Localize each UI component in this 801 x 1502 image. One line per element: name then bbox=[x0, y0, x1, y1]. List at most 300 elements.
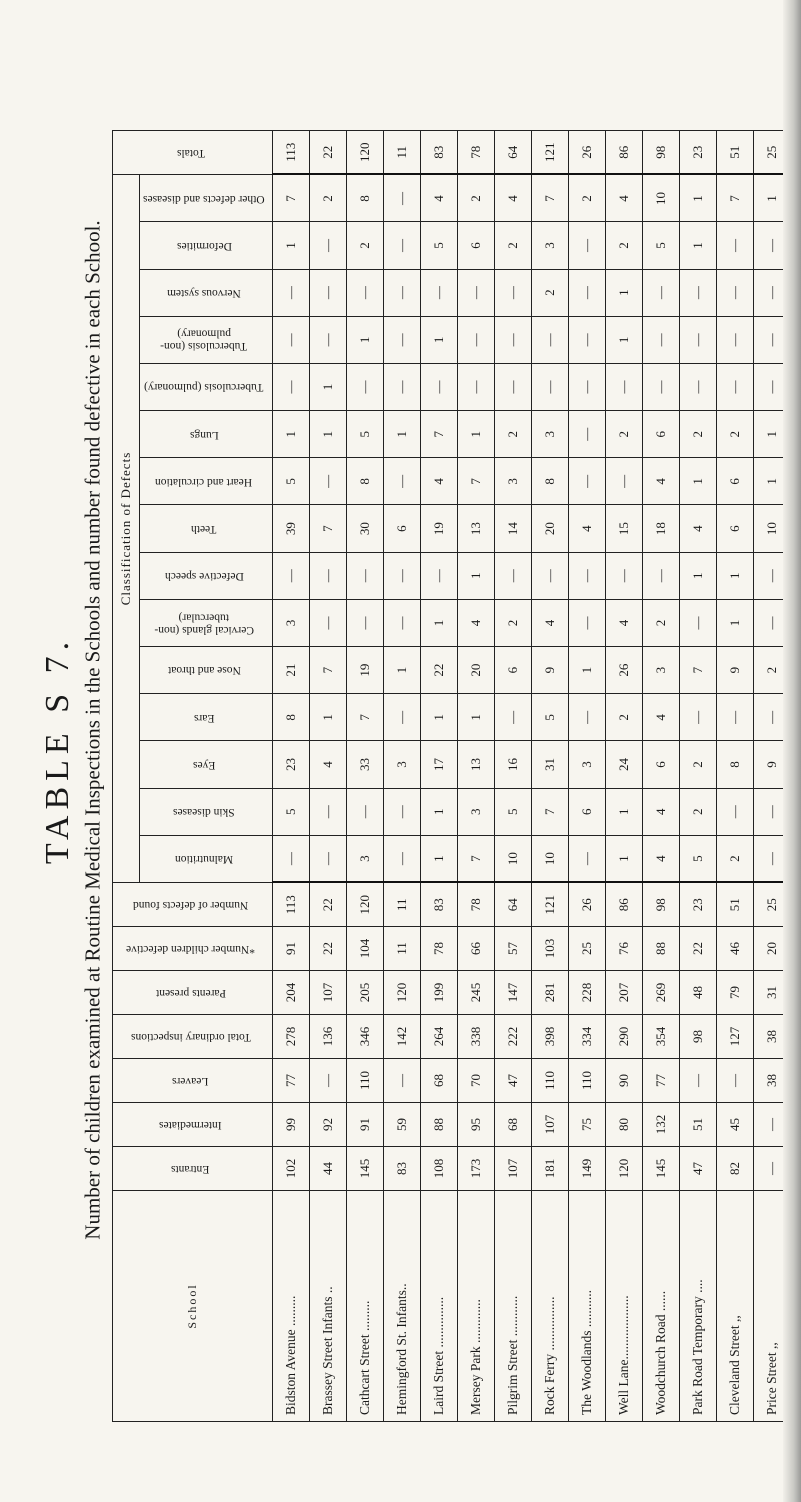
col-header-defect: Deformities bbox=[140, 222, 273, 269]
defect-cell: 4 bbox=[420, 458, 457, 505]
inspection-table bbox=[112, 130, 791, 1422]
cell-number-defects-found: 120 bbox=[346, 883, 383, 927]
defect-cell: — bbox=[531, 316, 568, 363]
defect-cell: — bbox=[272, 552, 309, 599]
defect-cell: 1 bbox=[420, 835, 457, 882]
defect-cell: 17 bbox=[420, 741, 457, 788]
defect-cell: 39 bbox=[272, 505, 309, 552]
cell-number-defects-found: 64 bbox=[494, 883, 531, 927]
cell-parents-present: 120 bbox=[383, 971, 420, 1015]
defect-cell: 4 bbox=[420, 175, 457, 222]
defect-cell: 7 bbox=[309, 505, 346, 552]
col-header-total-ordinary: Total ordinary inspections bbox=[113, 1015, 273, 1059]
defect-cell: — bbox=[531, 552, 568, 599]
defect-cell: 1 bbox=[309, 694, 346, 741]
cell-leavers: 110 bbox=[346, 1059, 383, 1103]
cell-number-children-defective: 25 bbox=[568, 927, 605, 971]
defect-cell: 24 bbox=[605, 741, 642, 788]
school-name-cell: Woodchurch Road ...... bbox=[642, 1191, 679, 1422]
totals-cell: 23 bbox=[679, 131, 716, 175]
defect-cell: 3 bbox=[531, 411, 568, 458]
defect-cell: 5 bbox=[494, 788, 531, 835]
defect-cell: 1 bbox=[605, 316, 642, 363]
cell-leavers: — bbox=[679, 1059, 716, 1103]
cell-intermediates: 92 bbox=[309, 1103, 346, 1147]
defect-cell: — bbox=[309, 599, 346, 646]
defect-cell: — bbox=[605, 363, 642, 410]
defect-cell: 2 bbox=[605, 222, 642, 269]
defect-cell: — bbox=[309, 552, 346, 599]
table-row bbox=[531, 131, 568, 1422]
defect-cell: 6 bbox=[568, 788, 605, 835]
defect-cell: — bbox=[494, 363, 531, 410]
totals-cell: 113 bbox=[272, 131, 309, 175]
defect-cell: 6 bbox=[457, 222, 494, 269]
defect-cell: 6 bbox=[716, 458, 753, 505]
col-header-defect: Cervical glands (non-tubercular) bbox=[140, 599, 273, 646]
totals-cell: 78 bbox=[457, 131, 494, 175]
cell-intermediates: 99 bbox=[272, 1103, 309, 1147]
defect-cell: — bbox=[309, 269, 346, 316]
cell-parents-present: 205 bbox=[346, 971, 383, 1015]
defect-cell: 2 bbox=[679, 741, 716, 788]
cell-entrants: 107 bbox=[494, 1147, 531, 1191]
col-header-defects-found: Number of defects found bbox=[113, 883, 273, 927]
defect-cell: — bbox=[753, 599, 790, 646]
table-row bbox=[642, 131, 679, 1422]
defect-cell: — bbox=[383, 316, 420, 363]
defect-cell: 4 bbox=[605, 175, 642, 222]
cell-parents-present: 281 bbox=[531, 971, 568, 1015]
defect-cell: — bbox=[568, 316, 605, 363]
defect-cell: — bbox=[346, 552, 383, 599]
cell-number-children-defective: 91 bbox=[272, 927, 309, 971]
defect-cell: 2 bbox=[642, 599, 679, 646]
defect-cell: 6 bbox=[494, 647, 531, 694]
defect-cell: — bbox=[272, 269, 309, 316]
cell-entrants: 149 bbox=[568, 1147, 605, 1191]
defect-cell: 8 bbox=[346, 458, 383, 505]
defect-cell: 3 bbox=[531, 222, 568, 269]
defect-cell: 1 bbox=[679, 552, 716, 599]
cell-parents-present: 79 bbox=[716, 971, 753, 1015]
defect-cell: 1 bbox=[309, 363, 346, 410]
cell-parents-present: 48 bbox=[679, 971, 716, 1015]
defect-cell: 19 bbox=[346, 647, 383, 694]
table-caption: Number of children examined at Routine Medical Inspections in the Schools and number found defective in each School. bbox=[80, 220, 105, 1240]
school-name-cell: Park Road Temporary .... bbox=[679, 1191, 716, 1422]
defect-cell: 1 bbox=[457, 694, 494, 741]
table-row bbox=[309, 131, 346, 1422]
cell-entrants: 120 bbox=[605, 1147, 642, 1191]
cell-intermediates: 75 bbox=[568, 1103, 605, 1147]
cell-number-children-defective: 46 bbox=[716, 927, 753, 971]
defect-cell: — bbox=[568, 552, 605, 599]
defect-cell: — bbox=[568, 222, 605, 269]
defect-cell: 4 bbox=[309, 741, 346, 788]
cell-number-defects-found: 83 bbox=[420, 883, 457, 927]
cell-number-defects-found: 11 bbox=[383, 883, 420, 927]
col-header-defect: Nose and throat bbox=[140, 647, 273, 694]
defect-cell: 2 bbox=[568, 175, 605, 222]
col-header-defect: Skin diseases bbox=[140, 788, 273, 835]
defect-cell: — bbox=[642, 316, 679, 363]
defect-cell: 20 bbox=[457, 647, 494, 694]
cell-intermediates: — bbox=[753, 1103, 790, 1147]
defect-cell: — bbox=[716, 788, 753, 835]
defect-cell: — bbox=[716, 694, 753, 741]
cell-number-children-defective: 78 bbox=[420, 927, 457, 971]
table-row bbox=[679, 131, 716, 1422]
defect-cell: — bbox=[753, 363, 790, 410]
page-heading bbox=[0, 0, 110, 1502]
defect-cell: 7 bbox=[716, 175, 753, 222]
defect-cell: 33 bbox=[346, 741, 383, 788]
defect-cell: — bbox=[272, 363, 309, 410]
defect-cell: 2 bbox=[605, 694, 642, 741]
defect-cell: — bbox=[309, 316, 346, 363]
defect-cell: 2 bbox=[494, 222, 531, 269]
col-header-intermediates: Intermediates bbox=[113, 1103, 273, 1147]
cell-total-ordinary: 398 bbox=[531, 1015, 568, 1059]
defect-cell: 3 bbox=[494, 458, 531, 505]
defect-cell: — bbox=[457, 269, 494, 316]
defect-cell: 7 bbox=[309, 647, 346, 694]
defect-cell: — bbox=[716, 316, 753, 363]
defect-cell: 1 bbox=[753, 175, 790, 222]
cell-leavers: 47 bbox=[494, 1059, 531, 1103]
defect-cell: 2 bbox=[494, 599, 531, 646]
defect-cell: 19 bbox=[420, 505, 457, 552]
cell-entrants: 47 bbox=[679, 1147, 716, 1191]
cell-number-children-defective: 22 bbox=[309, 927, 346, 971]
cell-parents-present: 147 bbox=[494, 971, 531, 1015]
defect-cell: 1 bbox=[716, 552, 753, 599]
defect-cell: 30 bbox=[346, 505, 383, 552]
cell-entrants: 173 bbox=[457, 1147, 494, 1191]
defect-cell: 2 bbox=[494, 411, 531, 458]
defect-cell: 4 bbox=[642, 835, 679, 882]
totals-cell: 51 bbox=[716, 131, 753, 175]
col-header-defect: Heart and circulation bbox=[140, 458, 273, 505]
cell-number-defects-found: 78 bbox=[457, 883, 494, 927]
cell-leavers: 38 bbox=[753, 1059, 790, 1103]
totals-cell: 98 bbox=[642, 131, 679, 175]
defect-cell: 6 bbox=[383, 505, 420, 552]
defect-cell: — bbox=[457, 316, 494, 363]
table-row bbox=[420, 131, 457, 1422]
defect-cell: — bbox=[753, 694, 790, 741]
defect-cell: 5 bbox=[346, 411, 383, 458]
defect-cell: 7 bbox=[346, 694, 383, 741]
cell-total-ordinary: 346 bbox=[346, 1015, 383, 1059]
defect-cell: 22 bbox=[420, 647, 457, 694]
school-name-cell: Bidston Avenue ......... bbox=[272, 1191, 309, 1422]
cell-intermediates: 132 bbox=[642, 1103, 679, 1147]
cell-leavers: 77 bbox=[642, 1059, 679, 1103]
defect-cell: — bbox=[679, 269, 716, 316]
defect-cell: 1 bbox=[679, 175, 716, 222]
defect-cell: — bbox=[716, 363, 753, 410]
table-title: TABLE S 7. bbox=[39, 635, 76, 865]
defect-cell: 2 bbox=[716, 411, 753, 458]
defect-cell: — bbox=[753, 552, 790, 599]
col-header-defect: Ears bbox=[140, 694, 273, 741]
col-header-parents-present: Parents present bbox=[113, 971, 273, 1015]
defect-cell: 1 bbox=[568, 647, 605, 694]
defect-cell: 2 bbox=[309, 175, 346, 222]
defect-cell: 8 bbox=[272, 694, 309, 741]
defect-cell: 21 bbox=[272, 647, 309, 694]
defect-cell: — bbox=[494, 552, 531, 599]
defect-cell: — bbox=[383, 363, 420, 410]
defect-cell: — bbox=[753, 222, 790, 269]
cell-total-ordinary: 264 bbox=[420, 1015, 457, 1059]
defect-cell: 10 bbox=[642, 175, 679, 222]
cell-parents-present: 207 bbox=[605, 971, 642, 1015]
school-name-cell: Well Lane................... bbox=[605, 1191, 642, 1422]
cell-total-ordinary: 334 bbox=[568, 1015, 605, 1059]
totals-cell: 22 bbox=[309, 131, 346, 175]
col-header-defect: Defective speech bbox=[140, 552, 273, 599]
defect-cell: 15 bbox=[605, 505, 642, 552]
defect-cell: 4 bbox=[605, 599, 642, 646]
cell-total-ordinary: 338 bbox=[457, 1015, 494, 1059]
school-name-cell: The Woodlands ........... bbox=[568, 1191, 605, 1422]
defect-cell: 4 bbox=[494, 175, 531, 222]
defect-cell: 2 bbox=[457, 175, 494, 222]
col-header-defect: Nervous system bbox=[140, 269, 273, 316]
defect-cell: 1 bbox=[457, 411, 494, 458]
defect-cell: — bbox=[642, 269, 679, 316]
defect-cell: — bbox=[716, 269, 753, 316]
cell-leavers: 110 bbox=[568, 1059, 605, 1103]
cell-number-children-defective: 22 bbox=[679, 927, 716, 971]
defect-cell: 4 bbox=[457, 599, 494, 646]
defect-cell: 2 bbox=[679, 788, 716, 835]
defect-cell: 1 bbox=[383, 647, 420, 694]
defect-cell: — bbox=[383, 175, 420, 222]
col-header-defect: Tuberculosis (non-pulmonary) bbox=[140, 316, 273, 363]
totals-cell: 120 bbox=[346, 131, 383, 175]
table-row bbox=[346, 131, 383, 1422]
cell-leavers: 77 bbox=[272, 1059, 309, 1103]
defect-cell: — bbox=[753, 835, 790, 882]
col-header-defect: Eyes bbox=[140, 741, 273, 788]
totals-cell: 11 bbox=[383, 131, 420, 175]
defect-cell: — bbox=[568, 363, 605, 410]
defect-cell: — bbox=[568, 411, 605, 458]
defect-cell: — bbox=[642, 552, 679, 599]
cell-total-ordinary: 278 bbox=[272, 1015, 309, 1059]
cell-number-defects-found: 23 bbox=[679, 883, 716, 927]
defect-cell: 20 bbox=[531, 505, 568, 552]
defect-cell: 5 bbox=[642, 222, 679, 269]
defect-cell: 4 bbox=[642, 788, 679, 835]
defect-cell: 1 bbox=[420, 694, 457, 741]
col-header-leavers: Leavers bbox=[113, 1059, 273, 1103]
cell-entrants: 145 bbox=[642, 1147, 679, 1191]
defect-cell: 9 bbox=[716, 647, 753, 694]
school-name-cell: Cleveland Street ,, bbox=[716, 1191, 753, 1422]
cell-leavers: 110 bbox=[531, 1059, 568, 1103]
defect-cell: — bbox=[716, 222, 753, 269]
cell-entrants: 102 bbox=[272, 1147, 309, 1191]
defect-cell: — bbox=[679, 599, 716, 646]
defect-cell: 4 bbox=[568, 505, 605, 552]
defect-cell: 2 bbox=[679, 411, 716, 458]
defect-cell: 1 bbox=[383, 411, 420, 458]
defect-cell: — bbox=[383, 694, 420, 741]
defect-cell: 3 bbox=[457, 788, 494, 835]
defect-cell: — bbox=[679, 363, 716, 410]
defect-cell: — bbox=[605, 552, 642, 599]
defect-cell: — bbox=[420, 269, 457, 316]
defect-cell: 16 bbox=[494, 741, 531, 788]
school-name-cell: Pilgrim Street ............ bbox=[494, 1191, 531, 1422]
cell-intermediates: 95 bbox=[457, 1103, 494, 1147]
cell-intermediates: 91 bbox=[346, 1103, 383, 1147]
cell-leavers: 68 bbox=[420, 1059, 457, 1103]
defect-cell: 23 bbox=[272, 741, 309, 788]
defect-cell: 1 bbox=[753, 458, 790, 505]
table-row bbox=[272, 131, 309, 1422]
defect-cell: 5 bbox=[272, 788, 309, 835]
cell-total-ordinary: 142 bbox=[383, 1015, 420, 1059]
defect-cell: — bbox=[494, 269, 531, 316]
totals-cell: 83 bbox=[420, 131, 457, 175]
defect-cell: — bbox=[494, 694, 531, 741]
defect-cell: 3 bbox=[642, 647, 679, 694]
school-name-cell: Brassey Street Infants .. bbox=[309, 1191, 346, 1422]
col-header-school: School bbox=[113, 1191, 273, 1422]
defect-cell: 31 bbox=[531, 741, 568, 788]
cell-total-ordinary: 136 bbox=[309, 1015, 346, 1059]
cell-leavers: — bbox=[383, 1059, 420, 1103]
table-row bbox=[605, 131, 642, 1422]
defect-cell: 6 bbox=[642, 411, 679, 458]
defect-cell: 13 bbox=[457, 505, 494, 552]
col-header-classification: Classification of Defects bbox=[113, 175, 140, 883]
defect-cell: 8 bbox=[531, 458, 568, 505]
defect-cell: 10 bbox=[531, 835, 568, 882]
defect-cell: 1 bbox=[679, 222, 716, 269]
cell-total-ordinary: 98 bbox=[679, 1015, 716, 1059]
col-header-defect: Other defects and diseases bbox=[140, 175, 273, 222]
cell-intermediates: 107 bbox=[531, 1103, 568, 1147]
cell-entrants: 83 bbox=[383, 1147, 420, 1191]
cell-number-defects-found: 113 bbox=[272, 883, 309, 927]
col-header-defect: Tuberculosis (pulmonary) bbox=[140, 363, 273, 410]
defect-cell: — bbox=[383, 788, 420, 835]
defect-cell: 1 bbox=[605, 835, 642, 882]
cell-intermediates: 45 bbox=[716, 1103, 753, 1147]
defect-cell: — bbox=[272, 316, 309, 363]
school-name-cell: Price Street ,, bbox=[753, 1191, 790, 1422]
cell-number-defects-found: 25 bbox=[753, 883, 790, 927]
cell-number-children-defective: 76 bbox=[605, 927, 642, 971]
cell-entrants: 108 bbox=[420, 1147, 457, 1191]
totals-cell: 64 bbox=[494, 131, 531, 175]
cell-intermediates: 80 bbox=[605, 1103, 642, 1147]
cell-entrants: — bbox=[753, 1147, 790, 1191]
defect-cell: — bbox=[346, 363, 383, 410]
cell-number-defects-found: 26 bbox=[568, 883, 605, 927]
defect-cell: 14 bbox=[494, 505, 531, 552]
defect-cell: — bbox=[642, 363, 679, 410]
table-row bbox=[383, 131, 420, 1422]
defect-cell: — bbox=[383, 552, 420, 599]
col-header-totals: Totals bbox=[113, 131, 273, 175]
defect-cell: 5 bbox=[420, 222, 457, 269]
cell-parents-present: 228 bbox=[568, 971, 605, 1015]
defect-cell: 6 bbox=[642, 741, 679, 788]
defect-cell: 7 bbox=[679, 647, 716, 694]
defect-cell: 4 bbox=[642, 458, 679, 505]
table-row bbox=[716, 131, 753, 1422]
cell-number-children-defective: 20 bbox=[753, 927, 790, 971]
defect-cell: — bbox=[383, 222, 420, 269]
defect-cell: — bbox=[420, 363, 457, 410]
defect-cell: 8 bbox=[716, 741, 753, 788]
cell-entrants: 181 bbox=[531, 1147, 568, 1191]
defect-cell: 4 bbox=[642, 694, 679, 741]
school-name-cell: Rock Ferry ................ bbox=[531, 1191, 568, 1422]
page-edge bbox=[783, 0, 801, 1502]
defect-cell: 2 bbox=[531, 269, 568, 316]
defect-cell: 4 bbox=[531, 599, 568, 646]
cell-parents-present: 199 bbox=[420, 971, 457, 1015]
defect-cell: — bbox=[309, 835, 346, 882]
defect-cell: — bbox=[346, 269, 383, 316]
school-name-cell: Mersey Park ............. bbox=[457, 1191, 494, 1422]
defect-cell: 1 bbox=[272, 222, 309, 269]
defect-cell: — bbox=[568, 458, 605, 505]
totals-cell: 26 bbox=[568, 131, 605, 175]
defect-cell: — bbox=[272, 835, 309, 882]
table-body bbox=[272, 131, 790, 1422]
defect-cell: 8 bbox=[346, 175, 383, 222]
school-name-cell: Hemingford St. Infants.. bbox=[383, 1191, 420, 1422]
cell-intermediates: 88 bbox=[420, 1103, 457, 1147]
defect-cell: — bbox=[383, 458, 420, 505]
cell-number-children-defective: 88 bbox=[642, 927, 679, 971]
defect-cell: — bbox=[753, 269, 790, 316]
defect-cell: 2 bbox=[753, 647, 790, 694]
cell-number-children-defective: 66 bbox=[457, 927, 494, 971]
cell-total-ordinary: 222 bbox=[494, 1015, 531, 1059]
table-row bbox=[568, 131, 605, 1422]
defect-cell: 5 bbox=[531, 694, 568, 741]
cell-intermediates: 59 bbox=[383, 1103, 420, 1147]
defect-cell: — bbox=[309, 788, 346, 835]
defect-cell: — bbox=[383, 269, 420, 316]
defect-cell: 18 bbox=[642, 505, 679, 552]
defect-cell: 13 bbox=[457, 741, 494, 788]
defect-cell: — bbox=[309, 458, 346, 505]
defect-cell: — bbox=[383, 835, 420, 882]
defect-cell: 6 bbox=[716, 505, 753, 552]
cell-number-defects-found: 121 bbox=[531, 883, 568, 927]
rotated-table-container bbox=[112, 130, 786, 1422]
defect-cell: 3 bbox=[383, 741, 420, 788]
cell-leavers: 70 bbox=[457, 1059, 494, 1103]
cell-number-defects-found: 22 bbox=[309, 883, 346, 927]
cell-parents-present: 107 bbox=[309, 971, 346, 1015]
defect-cell: 1 bbox=[457, 552, 494, 599]
cell-intermediates: 68 bbox=[494, 1103, 531, 1147]
cell-parents-present: 31 bbox=[753, 971, 790, 1015]
